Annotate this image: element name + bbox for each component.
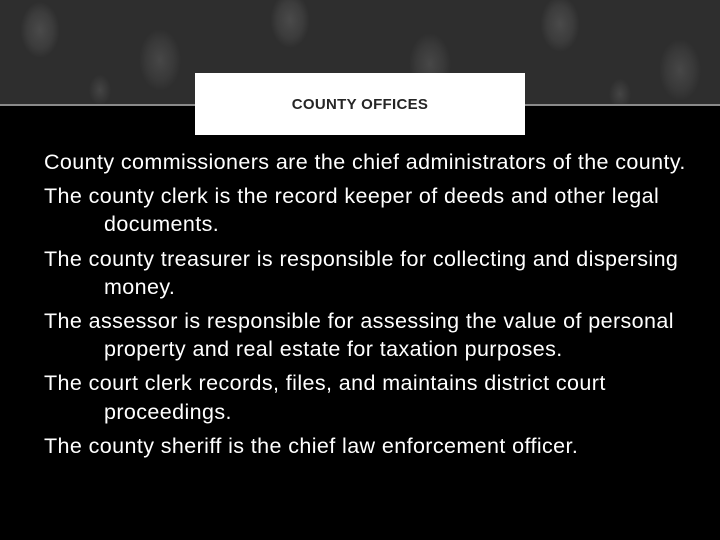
slide-title: COUNTY OFFICES (291, 95, 429, 113)
slide-body (44, 148, 694, 466)
body-paragraph: The assessor is responsible for assessing the value of personal property and real estate for taxation purposes. (44, 309, 674, 362)
body-paragraph: The county clerk is the record keeper of deeds and other legal documents. (44, 184, 660, 237)
body-paragraph: The county sheriff is the chief law enforcement officer. (44, 433, 579, 458)
body-paragraph: County commissioners are the chief administrators of the county. (44, 150, 686, 174)
body-paragraph: The court clerk records, files, and maintains district court proceedings. (44, 371, 606, 424)
slide-title-box (195, 73, 525, 135)
body-paragraph: The county treasurer is responsible for collecting and dispersing money. (44, 246, 679, 299)
